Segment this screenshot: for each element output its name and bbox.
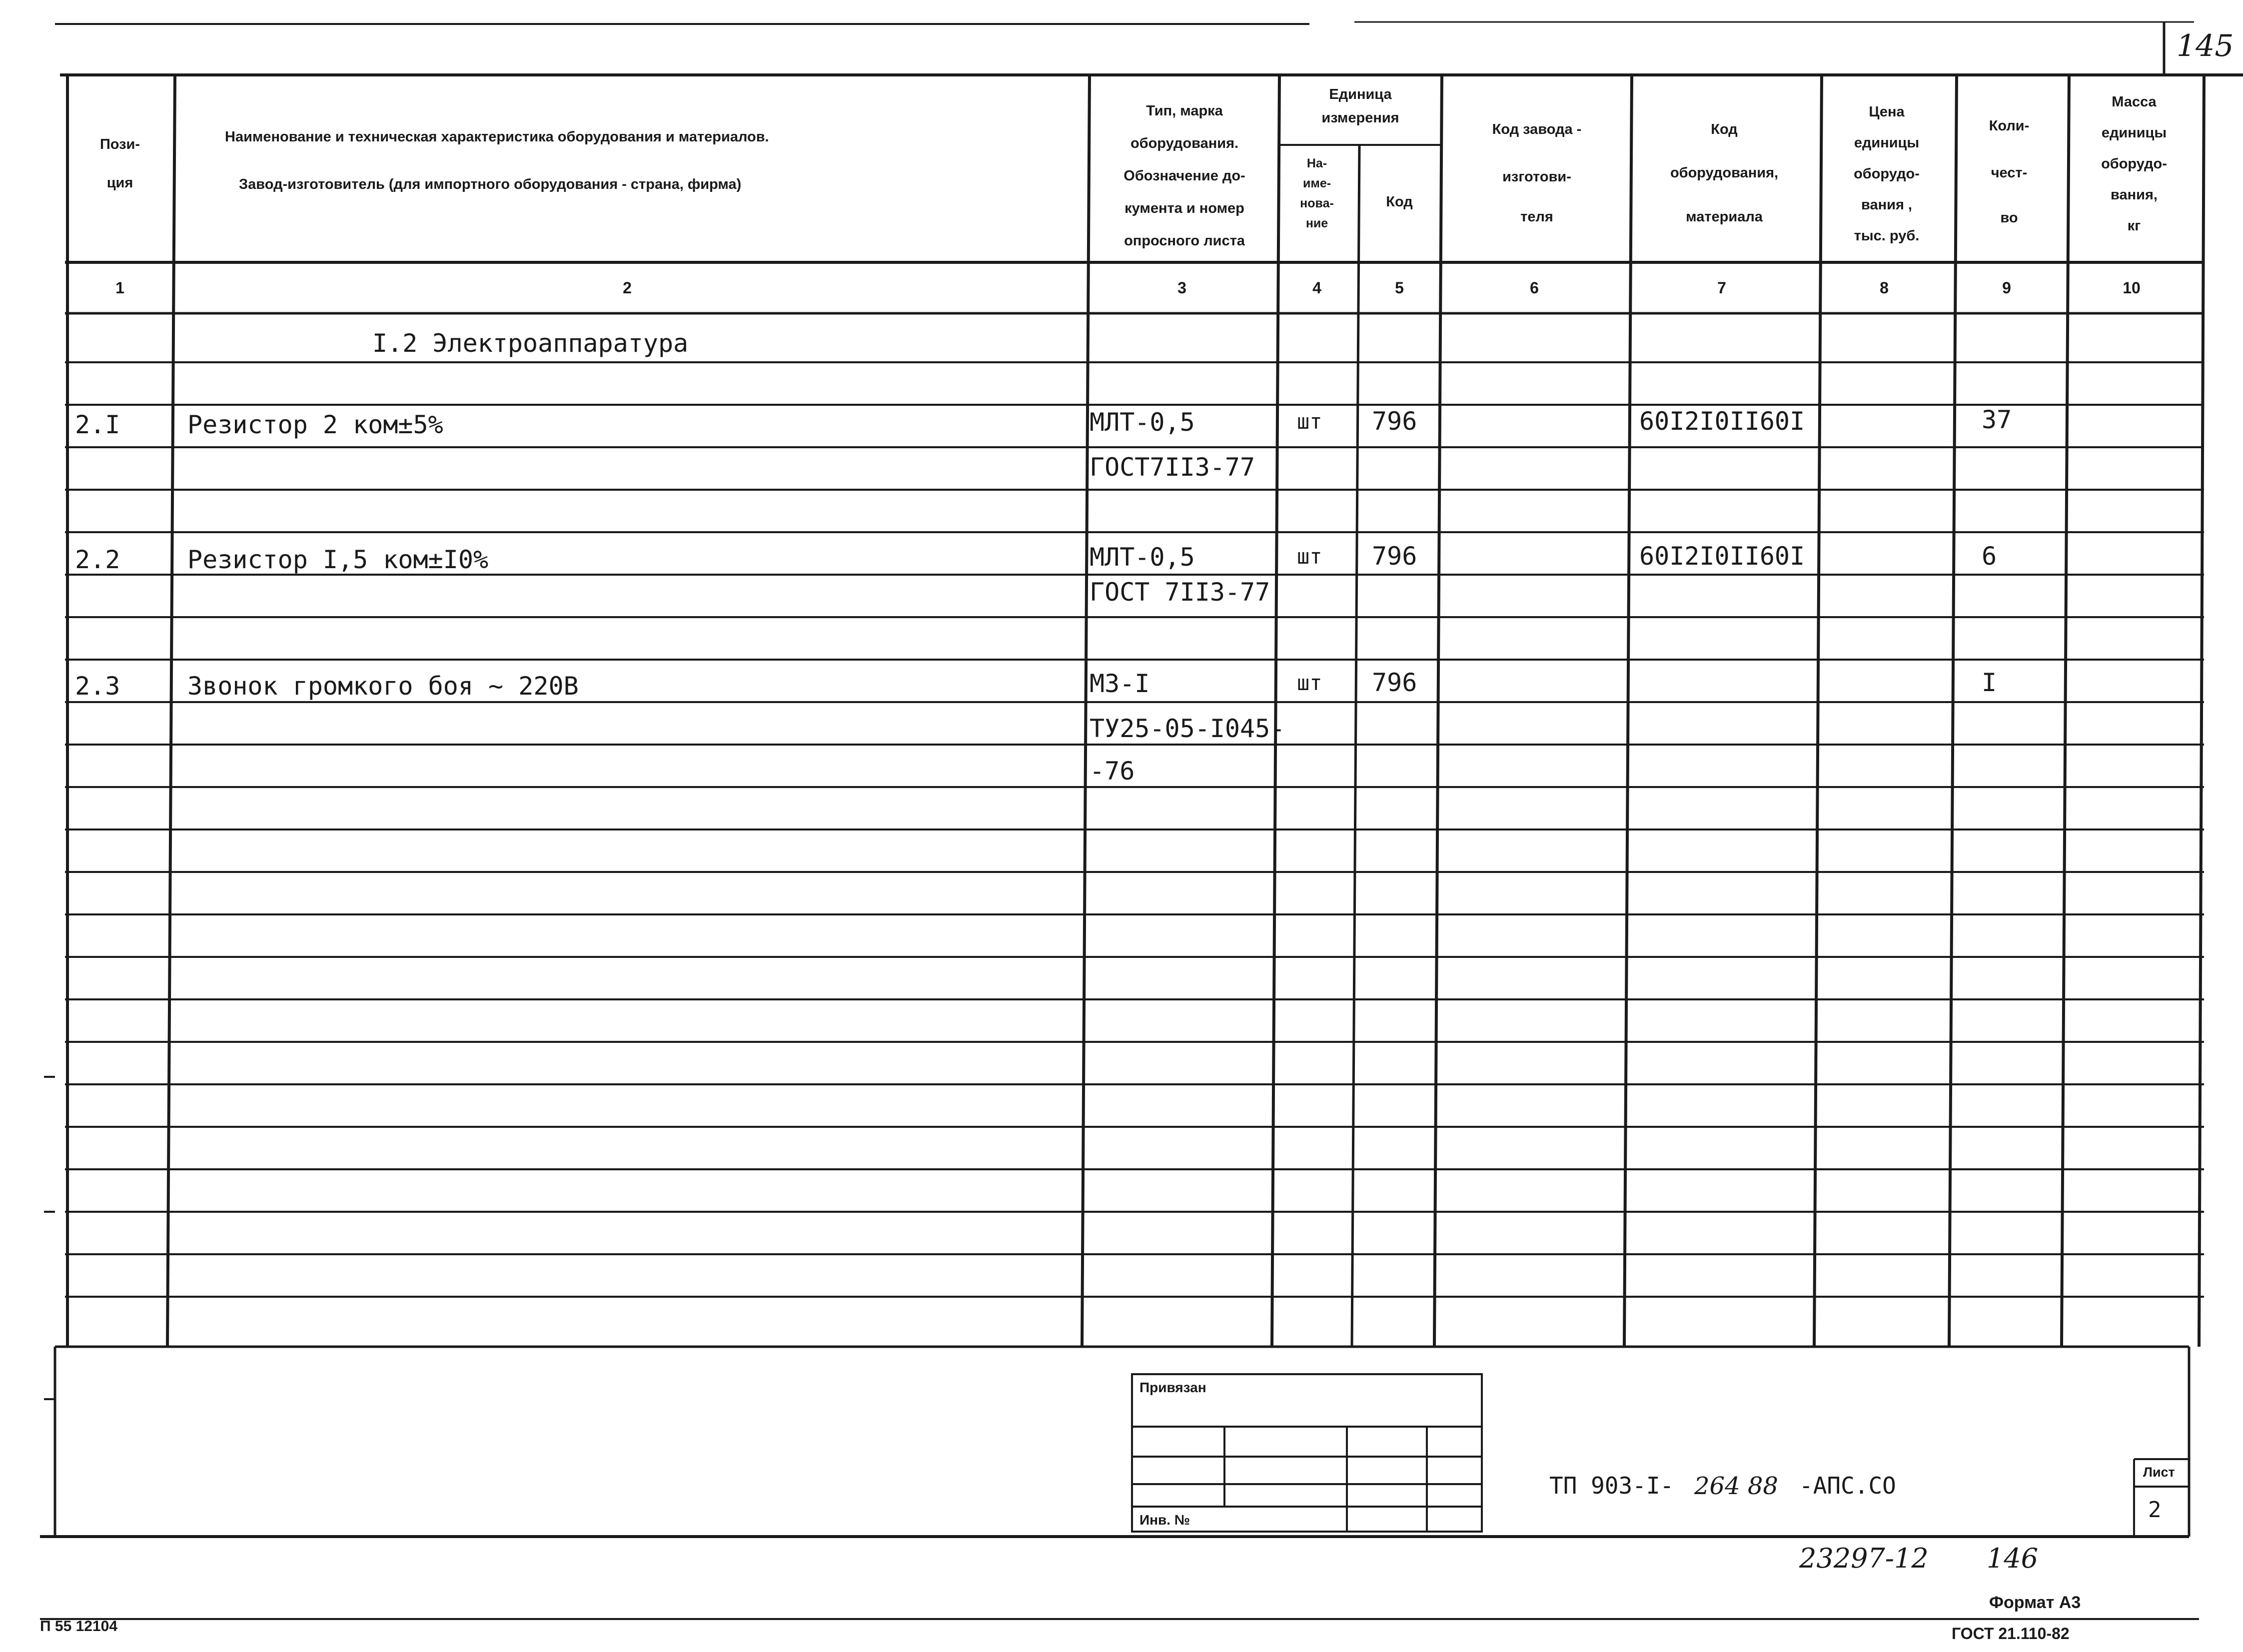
header-qty-2: чест- xyxy=(1991,165,2028,181)
row-position: 2.3 xyxy=(75,672,120,701)
document-code-number: 264 88 xyxy=(1694,1472,1778,1500)
column-number-7: 7 xyxy=(1717,279,1726,297)
row-name: Звонок громкого боя ~ 220В xyxy=(187,672,579,701)
header-type-5: опросного листа xyxy=(1124,233,1245,249)
header-maker-code-3: теля xyxy=(1520,209,1553,225)
header-mass-2: единицы xyxy=(2101,125,2167,141)
linked-label: Привязан xyxy=(1139,1380,1206,1395)
header-unit-name-3: нова- xyxy=(1300,196,1334,210)
row-type-doc-cont: -76 xyxy=(1090,757,1135,786)
column-number-9: 9 xyxy=(2002,279,2011,297)
header-price-5: тыс. руб. xyxy=(1854,228,1920,244)
row-unit: шт xyxy=(1297,409,1322,434)
row-type: МЛТ-0,5 xyxy=(1090,408,1195,437)
header-qty-1: Коли- xyxy=(1989,118,2030,134)
header-maker-code-2: изготови- xyxy=(1502,169,1571,185)
row-equip-code: 60I2I0II60I xyxy=(1639,407,1805,436)
header-equip-code-1: Код xyxy=(1711,121,1738,137)
header-qty-3: во xyxy=(2000,210,2018,226)
header-equip-code-2: оборудования, xyxy=(1670,165,1779,181)
row-qty: 6 xyxy=(1982,542,1997,571)
header-maker-code-1: Код завода - xyxy=(1492,121,1582,137)
section-title: I.2 Электроаппаратура xyxy=(372,329,689,358)
header-type-3: Обозначение до- xyxy=(1123,168,1245,184)
header-name-1: Наименование и техническая характеристика оборудования и материалов. xyxy=(225,129,769,145)
header-mass-3: оборудо- xyxy=(2101,156,2167,172)
gost-label: ГОСТ 21.110-82 xyxy=(1952,1625,2070,1643)
document-code-suffix: -АПС.СО xyxy=(1799,1472,1896,1499)
document-code-prefix: ТП 903-I- xyxy=(1549,1472,1674,1499)
row-type-doc: ТУ25-05-I045- xyxy=(1090,714,1285,743)
row-type: МЛТ-0,5 xyxy=(1090,543,1195,572)
row-unit-code: 796 xyxy=(1372,668,1417,697)
header-unit-name-4: ние xyxy=(1305,216,1328,230)
inventory-label: Инв. № xyxy=(1139,1512,1190,1528)
row-name: Резистор I,5 ком±I0% xyxy=(187,545,489,574)
header-position-1: Пози- xyxy=(99,136,140,152)
row-qty: 37 xyxy=(1982,405,2012,434)
archive-page: 146 xyxy=(1987,1543,2039,1574)
row-qty: I xyxy=(1982,668,1997,697)
header-mass-1: Масса xyxy=(2112,94,2157,110)
header-mass-5: кг xyxy=(2127,218,2141,234)
row-name: Резистор 2 ком±5% xyxy=(187,410,443,439)
format-label: Формат А3 xyxy=(1989,1593,2081,1612)
row-unit-code: 796 xyxy=(1372,407,1417,436)
row-position: 2.2 xyxy=(75,545,120,574)
sheet-label: Лист xyxy=(2143,1465,2175,1480)
row-unit-code: 796 xyxy=(1372,542,1417,571)
header-unit-group-1: Единица xyxy=(1329,86,1392,102)
column-number-8: 8 xyxy=(1880,279,1889,297)
header-name-2: Завод-изготовитель (для импортного оборудования - страна, фирма) xyxy=(239,176,742,192)
row-unit: шт xyxy=(1297,544,1322,569)
row-type-doc: ГОСТ 7II3-77 xyxy=(1090,578,1270,607)
column-number-4: 4 xyxy=(1312,279,1321,297)
row-type-doc: ГОСТ7II3-77 xyxy=(1090,453,1255,482)
header-type-2: оборудования. xyxy=(1130,135,1239,151)
header-unit-name-2: име- xyxy=(1302,176,1331,190)
sheet-number: 2 xyxy=(2148,1497,2162,1523)
column-number-6: 6 xyxy=(1530,279,1539,297)
header-equip-code-3: материала xyxy=(1686,209,1763,225)
header-unit-name-1: На- xyxy=(1306,156,1327,170)
archive-number: 23297-12 xyxy=(1799,1543,1929,1574)
header-price-4: вания , xyxy=(1861,197,1912,213)
row-unit: шт xyxy=(1297,671,1322,695)
column-number-3: 3 xyxy=(1177,279,1186,297)
row-equip-code: 60I2I0II60I xyxy=(1639,542,1805,571)
header-price-3: оборудо- xyxy=(1854,166,1920,182)
header-type-4: кумента и номер xyxy=(1124,200,1244,216)
column-number-5: 5 xyxy=(1395,279,1404,297)
column-number-2: 2 xyxy=(623,279,632,297)
column-number-10: 10 xyxy=(2123,279,2141,297)
header-type-1: Тип, марка xyxy=(1146,103,1223,119)
header-price-1: Цена xyxy=(1869,104,1905,120)
page-number: 145 xyxy=(2177,28,2234,63)
header-unit-code: Код xyxy=(1386,194,1413,210)
print-code: П 55 12104 xyxy=(40,1618,118,1635)
header-price-2: единицы xyxy=(1854,135,1920,151)
column-number-1: 1 xyxy=(115,279,124,297)
header-unit-group-2: измерения xyxy=(1321,110,1399,126)
header-position-2: ция xyxy=(106,175,133,191)
header-mass-4: вания, xyxy=(2111,187,2158,203)
row-position: 2.I xyxy=(75,410,120,439)
row-type: МЗ-I xyxy=(1090,669,1150,698)
